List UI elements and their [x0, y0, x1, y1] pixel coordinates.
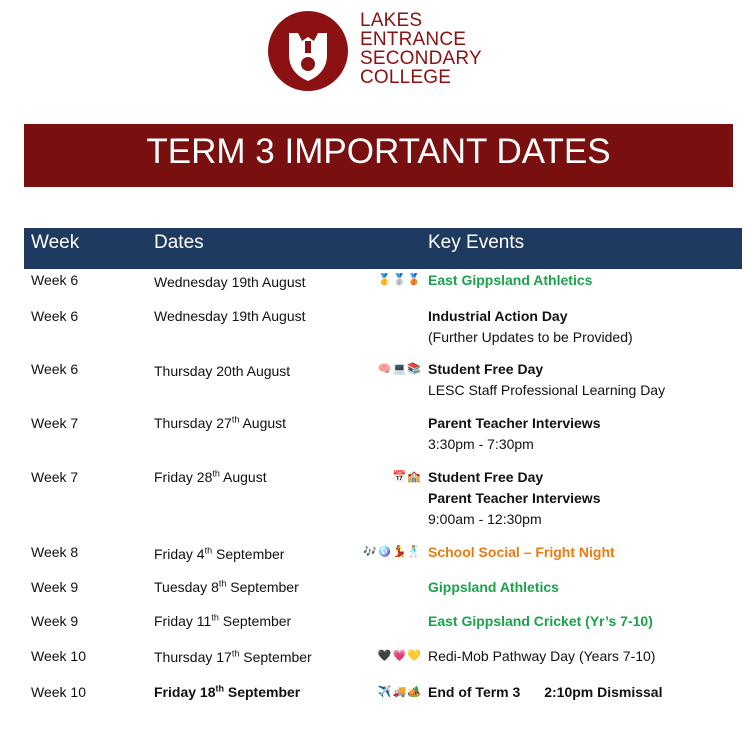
date-text: Friday 18	[154, 684, 216, 700]
header-events: Key Events	[428, 232, 525, 253]
date-text: Friday 4	[154, 546, 205, 562]
date-suffix: th	[231, 414, 240, 425]
college-name-line: COLLEGE	[360, 67, 452, 88]
header-dates: Dates	[154, 232, 204, 253]
date-suffix: th	[211, 612, 219, 623]
college-name-line: SECONDARY	[360, 48, 482, 69]
date-suffix: th	[231, 648, 240, 659]
college-logo	[268, 11, 508, 91]
events-cell	[428, 611, 742, 632]
date-text: Thursday 17	[154, 649, 232, 665]
event-line: School Social – Fright Night	[428, 544, 615, 560]
week-cell: Week 8	[31, 544, 79, 560]
event-line: LESC Staff Professional Learning Day	[428, 382, 666, 398]
week-cell: Week 7	[31, 415, 79, 431]
learning-emoji-icon: 🧠💻📚	[377, 363, 422, 375]
week-cell: Week 9	[31, 579, 79, 595]
title-banner	[24, 124, 733, 187]
events-cell	[428, 270, 742, 291]
week-cell: Week 6	[31, 272, 79, 288]
event-line: 2:10pm Dismissal	[544, 684, 663, 700]
college-name-line: LAKES	[360, 10, 423, 31]
date-text: Thursday 27	[154, 415, 232, 431]
date-suffix: th	[218, 578, 227, 589]
events-cell	[428, 467, 742, 530]
date-text: Friday 28	[154, 469, 213, 485]
date-suffix: th	[212, 468, 220, 479]
date-cell: Thursday 20th August	[154, 363, 291, 379]
date-cell	[154, 413, 286, 434]
travel-emoji-icon: ✈️🚚🏕️	[377, 686, 422, 698]
date-text: Friday 11	[154, 613, 212, 629]
date-cell	[154, 544, 284, 565]
hearts-emoji-icon: 🖤💗💛	[377, 650, 422, 662]
calendar-school-emoji-icon: 📅🏫	[392, 471, 422, 483]
event-line: Gippsland Athletics	[428, 579, 559, 595]
date-cell	[154, 611, 291, 632]
event-line: Industrial Action Day	[428, 308, 568, 324]
events-cell	[428, 359, 742, 401]
date-cell: Wednesday 19th August	[154, 308, 306, 324]
date-cell	[154, 682, 300, 703]
date-month: September	[218, 613, 292, 629]
week-cell: Week 7	[31, 469, 79, 485]
events-cell	[428, 577, 742, 598]
date-cell	[154, 467, 267, 488]
medals-emoji-icon: 🥇🥈🥉	[377, 274, 422, 286]
date-suffix: th	[215, 683, 224, 694]
event-line: Parent Teacher Interviews	[428, 490, 601, 506]
college-name-line: ENTRANCE	[360, 29, 467, 50]
table-header	[24, 228, 742, 269]
date-cell	[154, 577, 299, 598]
date-month: August	[219, 469, 267, 485]
week-cell: Week 9	[31, 613, 79, 629]
date-month: September	[223, 684, 301, 700]
week-cell: Week 10	[31, 684, 86, 700]
week-cell: Week 10	[31, 648, 86, 664]
date-text: Tuesday 8	[154, 579, 219, 595]
event-line: (Further Updates to be Provided)	[428, 329, 633, 345]
event-line: 3:30pm - 7:30pm	[428, 436, 534, 452]
event-line: East Gippsland Cricket (Yr’s 7-10)	[428, 613, 653, 629]
event-line: Parent Teacher Interviews	[428, 415, 601, 431]
page-title: TERM 3 IMPORTANT DATES	[146, 132, 611, 171]
date-month: September	[239, 649, 312, 665]
college-crest-icon	[268, 11, 348, 91]
date-cell	[154, 647, 312, 668]
week-cell: Week 6	[31, 308, 79, 324]
events-cell	[428, 306, 742, 348]
date-cell: Wednesday 19th August	[154, 274, 306, 290]
event-line: Redi-Mob Pathway Day (Years 7-10)	[428, 648, 656, 664]
date-suffix: th	[204, 545, 213, 556]
events-cell	[428, 542, 742, 563]
events-cell	[428, 646, 742, 667]
date-month: August	[239, 415, 287, 431]
date-month: September	[212, 546, 285, 562]
event-line: 9:00am - 12:30pm	[428, 511, 542, 527]
header-week: Week	[31, 232, 80, 253]
event-line: Student Free Day	[428, 469, 544, 485]
college-name	[360, 11, 510, 87]
event-line: East Gippsland Athletics	[428, 272, 593, 288]
event-line: Student Free Day	[428, 361, 544, 377]
events-cell	[428, 682, 742, 703]
date-month: September	[226, 579, 299, 595]
week-cell: Week 6	[31, 361, 79, 377]
event-line: End of Term 3	[428, 684, 521, 700]
dance-emoji-icon: 🎶🪩💃🕺	[363, 546, 422, 558]
events-cell	[428, 413, 742, 455]
